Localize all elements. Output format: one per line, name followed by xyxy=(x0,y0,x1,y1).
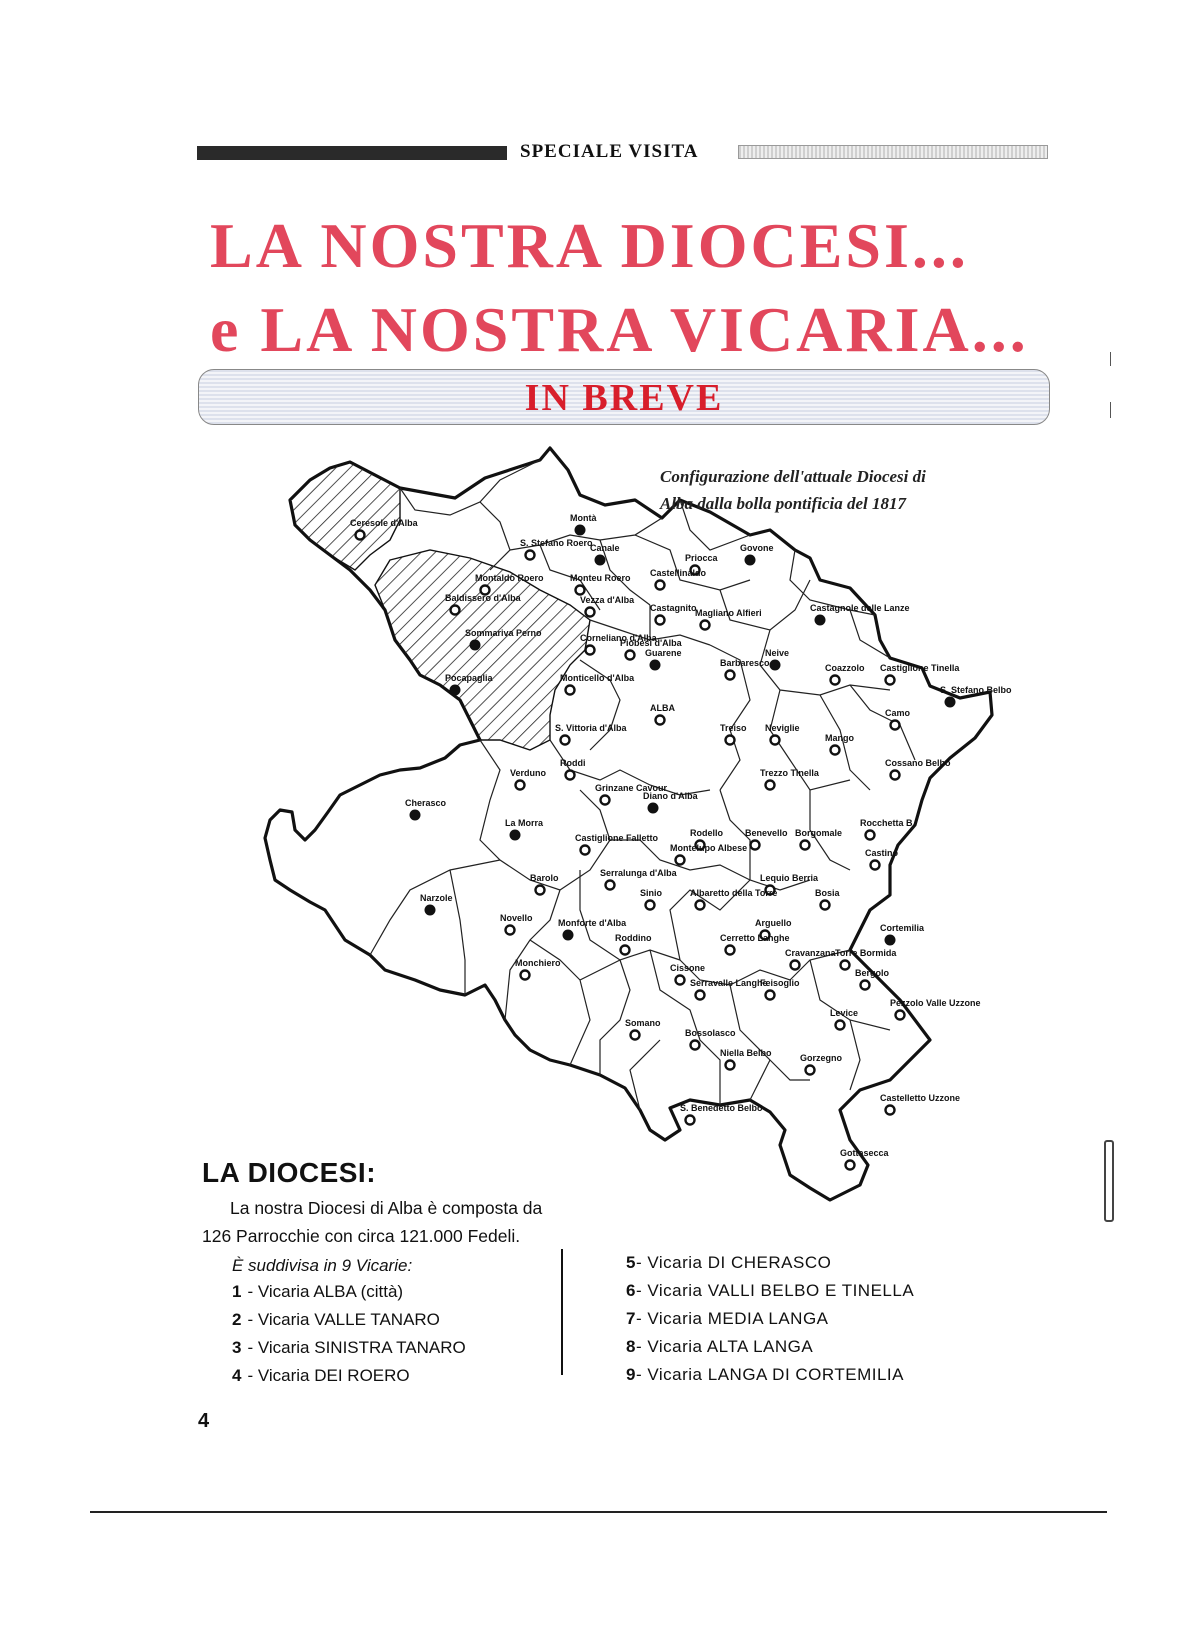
vicaria-dash: - xyxy=(635,1281,648,1300)
vicaria-dash: - xyxy=(247,1338,258,1357)
in-breve-banner xyxy=(198,369,1050,425)
vicaria-item xyxy=(232,1338,466,1358)
bottom-rule xyxy=(90,1511,1107,1513)
diocesi-body-line1: La nostra Diocesi di Alba è composta da xyxy=(230,1198,543,1218)
scan-tick xyxy=(1110,402,1111,418)
place-label: Sinio xyxy=(640,888,662,898)
vicaria-dash: - xyxy=(635,1309,648,1328)
place-marker xyxy=(726,736,735,745)
place-marker xyxy=(821,901,830,910)
place-label: S. Stefano Roero xyxy=(520,538,593,548)
page-number: 4 xyxy=(198,1410,210,1432)
place-marker xyxy=(586,608,595,617)
place-label: Benevello xyxy=(745,828,788,838)
diocesi-body-line2: 126 Parrocchie con circa 121.000 Fedeli. xyxy=(202,1226,521,1246)
place-marker xyxy=(676,976,685,985)
place-label: Rodello xyxy=(690,828,723,838)
place-label: Camo xyxy=(885,708,911,718)
place-label: Castagnole delle Lanze xyxy=(810,603,910,613)
place-marker xyxy=(621,946,630,955)
vicaria-item xyxy=(232,1366,410,1386)
place-label: Montelupo Albese xyxy=(670,843,748,853)
vicaria-name: DEI ROERO xyxy=(314,1366,410,1385)
place-label: Neive xyxy=(765,648,790,658)
place-marker xyxy=(563,930,574,941)
scan-tick xyxy=(1110,352,1111,366)
place-label: Montaldo Roero xyxy=(475,573,544,583)
place-marker xyxy=(770,660,781,671)
place-label: Cerretto Langhe xyxy=(720,933,790,943)
place-label: Montà xyxy=(570,513,597,523)
place-label: Bergolo xyxy=(855,968,890,978)
place-marker xyxy=(891,771,900,780)
diocesi-body xyxy=(202,1194,612,1250)
place-marker xyxy=(766,991,775,1000)
vicaria-dash: - xyxy=(247,1310,258,1329)
place-marker xyxy=(648,803,659,814)
place-marker xyxy=(726,671,735,680)
place-label: ALBA xyxy=(650,703,675,713)
place-marker xyxy=(766,781,775,790)
vicaria-label: Vicaria xyxy=(647,1365,708,1384)
place-label: Bossolasco xyxy=(685,1028,736,1038)
place-label: Serravalle Langhe xyxy=(690,978,768,988)
place-marker xyxy=(841,961,850,970)
place-label: Monchiero xyxy=(515,958,561,968)
place-label: Gottasecca xyxy=(840,1148,889,1158)
place-marker xyxy=(516,781,525,790)
place-label: Cherasco xyxy=(405,798,447,808)
place-marker xyxy=(691,1041,700,1050)
vicaria-name: VALLI BELBO E TINELLA xyxy=(707,1281,915,1300)
place-label: Castino xyxy=(865,848,899,858)
place-marker xyxy=(885,935,896,946)
place-label: Monforte d'Alba xyxy=(558,918,627,928)
place-marker xyxy=(450,685,461,696)
place-label: Vezza d'Alba xyxy=(580,595,635,605)
place-label: Treiso xyxy=(720,723,747,733)
vicaria-number: 1 xyxy=(232,1282,242,1301)
place-marker xyxy=(886,676,895,685)
place-label: Coazzolo xyxy=(825,663,865,673)
vicaria-item xyxy=(626,1281,914,1301)
vicaria-number: 2 xyxy=(232,1310,242,1329)
vicaria-name: LANGA DI CORTEMILIA xyxy=(707,1365,904,1384)
place-marker xyxy=(745,555,756,566)
place-marker xyxy=(451,606,460,615)
place-marker xyxy=(896,1011,905,1020)
vicaria-label: Vicaria xyxy=(257,1310,315,1329)
place-label: Gorzegno xyxy=(800,1053,842,1063)
vicaria-label: Vicaria xyxy=(647,1309,708,1328)
place-label: Cossano Belbo xyxy=(885,758,951,768)
page-title-line2: e LA NOSTRA VICARIA... xyxy=(210,294,1029,365)
place-marker xyxy=(506,926,515,935)
place-marker xyxy=(606,881,615,890)
place-label: Castelletto Uzzone xyxy=(880,1093,961,1103)
place-label: La Morra xyxy=(505,818,544,828)
place-marker xyxy=(521,971,530,980)
header-bar-right xyxy=(738,145,1048,159)
vicaria-number: 4 xyxy=(232,1366,242,1385)
place-marker xyxy=(646,901,655,910)
place-label: Castagnito xyxy=(650,603,697,613)
place-label: Sommariva Perno xyxy=(465,628,542,638)
place-marker xyxy=(866,831,875,840)
vicaria-number: 3 xyxy=(232,1338,242,1357)
vicaria-item xyxy=(626,1365,904,1385)
place-label: Govone xyxy=(740,543,774,553)
place-label: Baldissero d'Alba xyxy=(445,593,521,603)
place-marker xyxy=(576,586,585,595)
place-marker xyxy=(945,697,956,708)
vicaria-item xyxy=(626,1337,813,1357)
place-label: Barbaresco xyxy=(720,658,770,668)
vicaria-name: VALLE TANARO xyxy=(314,1310,440,1329)
place-label: Arguello xyxy=(755,918,792,928)
vicaria-label: Vicaria xyxy=(257,1338,315,1357)
place-marker xyxy=(806,1066,815,1075)
place-label: Cissone xyxy=(670,963,706,973)
header-bar-left xyxy=(197,146,507,160)
place-marker xyxy=(726,1061,735,1070)
vicaria-dash: - xyxy=(635,1253,648,1272)
place-label: Monteu Roero xyxy=(570,573,631,583)
place-label: S. Vittoria d'Alba xyxy=(555,723,627,733)
place-marker xyxy=(801,841,810,850)
place-label: Pocapaglia xyxy=(445,673,493,683)
place-marker xyxy=(581,846,590,855)
place-label: Roddino xyxy=(615,933,652,943)
place-label: Corneliano d'Alba xyxy=(580,633,657,643)
vicaria-name: ALBA (città) xyxy=(313,1282,404,1301)
vicaria-item xyxy=(626,1253,831,1273)
place-label: Niella Belbo xyxy=(720,1048,772,1058)
place-label: Monticello d'Alba xyxy=(560,673,635,683)
vicaria-number: 8 xyxy=(626,1337,636,1356)
place-marker xyxy=(656,581,665,590)
place-marker xyxy=(751,841,760,850)
place-label: Magliano Alfieri xyxy=(695,608,762,618)
place-marker xyxy=(595,555,606,566)
page-title-line1: LA NOSTRA DIOCESI... xyxy=(210,210,969,281)
place-label: Trezzo Tinella xyxy=(760,768,819,778)
scan-edge-mark xyxy=(1104,1140,1114,1222)
column-divider xyxy=(561,1249,563,1375)
vicaria-label: Vicaria xyxy=(257,1366,315,1385)
place-label: Diano d'Alba xyxy=(643,791,698,801)
place-label: Bosia xyxy=(815,888,840,898)
place-label: Albaretto della Torre xyxy=(690,888,778,898)
place-label: Castiglione Tinella xyxy=(880,663,960,673)
vicaria-name: SINISTRA TANARO xyxy=(314,1338,466,1357)
place-label: Novello xyxy=(500,913,533,923)
map-caption xyxy=(659,467,926,513)
place-label: Castiglione Falletto xyxy=(575,833,659,843)
vicaria-name: DI CHERASCO xyxy=(707,1253,832,1272)
place-marker xyxy=(831,746,840,755)
place-marker xyxy=(575,525,586,536)
vicaria-dash: - xyxy=(635,1337,648,1356)
place-marker xyxy=(586,646,595,655)
banner-label: IN BREVE xyxy=(524,377,724,419)
place-marker xyxy=(561,736,570,745)
place-marker xyxy=(696,991,705,1000)
vicaria-label: Vicaria xyxy=(647,1281,708,1300)
place-marker xyxy=(626,651,635,660)
place-marker xyxy=(510,830,521,841)
place-marker xyxy=(861,981,870,990)
place-label: Feisoglio xyxy=(760,978,800,988)
place-label: Cortemilia xyxy=(880,923,925,933)
place-marker xyxy=(601,796,610,805)
place-label: Torre Bormida xyxy=(835,948,897,958)
vicaria-number: 7 xyxy=(626,1309,636,1328)
place-marker xyxy=(526,551,535,560)
place-marker xyxy=(356,531,365,540)
vicaria-number: 5 xyxy=(626,1253,636,1272)
place-marker xyxy=(891,721,900,730)
vicaria-dash: - xyxy=(247,1282,258,1301)
place-marker xyxy=(470,640,481,651)
place-label: Canale xyxy=(590,543,620,553)
place-label: Cravanzana xyxy=(785,948,836,958)
place-label: Serralunga d'Alba xyxy=(600,868,677,878)
diocese-map xyxy=(250,440,1070,1260)
place-marker xyxy=(631,1031,640,1040)
place-marker xyxy=(656,716,665,725)
place-label: Ceresole d'Alba xyxy=(350,518,418,528)
vicarie-subhead: È suddivisa in 9 Vicarie: xyxy=(232,1256,413,1275)
place-label: Pezzolo Valle Uzzone xyxy=(890,998,981,1008)
place-label: S. Stefano Belbo xyxy=(940,685,1012,695)
map-caption-line1: Configurazione dell'attuale Diocesi di xyxy=(660,467,926,486)
place-label: Neviglie xyxy=(765,723,800,733)
place-marker xyxy=(566,771,575,780)
place-label: Castellinaldo xyxy=(650,568,707,578)
place-label: Levice xyxy=(830,1008,859,1018)
place-label: Verduno xyxy=(510,768,547,778)
map-caption-line2: Alba dalla bolla pontificia del 1817 xyxy=(660,494,907,513)
place-label: S. Benedetto Belbo xyxy=(680,1103,763,1113)
vicaria-name: ALTA LANGA xyxy=(706,1337,814,1356)
place-marker xyxy=(425,905,436,916)
place-marker xyxy=(771,736,780,745)
vicaria-number: 9 xyxy=(626,1365,636,1384)
place-marker xyxy=(871,861,880,870)
place-marker xyxy=(566,686,575,695)
place-marker xyxy=(410,810,421,821)
place-marker xyxy=(650,660,661,671)
vicaria-label: Vicaria xyxy=(257,1282,314,1301)
place-label: Lequio Berria xyxy=(760,873,819,883)
vicaria-item xyxy=(626,1309,829,1329)
place-label: Grinzane Cavour xyxy=(595,783,668,793)
place-label: Borgomale xyxy=(795,828,843,838)
place-marker xyxy=(726,946,735,955)
vicaria-name: MEDIA LANGA xyxy=(707,1309,829,1328)
place-marker xyxy=(676,856,685,865)
vicaria-dash: - xyxy=(635,1365,648,1384)
place-label: Priocca xyxy=(685,553,718,563)
vicaria-item xyxy=(232,1282,403,1302)
place-marker xyxy=(831,676,840,685)
place-marker xyxy=(656,616,665,625)
place-label: Somano xyxy=(625,1018,661,1028)
place-label: Mango xyxy=(825,733,854,743)
section-label: SPECIALE VISITA xyxy=(520,141,699,162)
vicaria-item xyxy=(232,1310,440,1330)
place-marker xyxy=(815,615,826,626)
place-label: Piobesi d'Alba xyxy=(620,638,682,648)
place-marker xyxy=(701,621,710,630)
vicaria-label: Vicaria xyxy=(647,1253,708,1272)
place-marker xyxy=(886,1106,895,1115)
vicaria-number: 6 xyxy=(626,1281,636,1300)
place-label: Roddi xyxy=(560,758,586,768)
place-marker xyxy=(836,1021,845,1030)
place-marker xyxy=(686,1116,695,1125)
vicaria-label: Vicaria xyxy=(647,1337,707,1356)
diocesi-heading: LA DIOCESI: xyxy=(202,1157,377,1188)
vicaria-dash: - xyxy=(247,1366,258,1385)
place-marker xyxy=(846,1161,855,1170)
place-label: Narzole xyxy=(420,893,453,903)
place-label: Barolo xyxy=(530,873,559,883)
place-label: Guarene xyxy=(645,648,682,658)
place-label: Rocchetta B. xyxy=(860,818,916,828)
place-marker xyxy=(696,901,705,910)
place-marker xyxy=(791,961,800,970)
place-marker xyxy=(536,886,545,895)
